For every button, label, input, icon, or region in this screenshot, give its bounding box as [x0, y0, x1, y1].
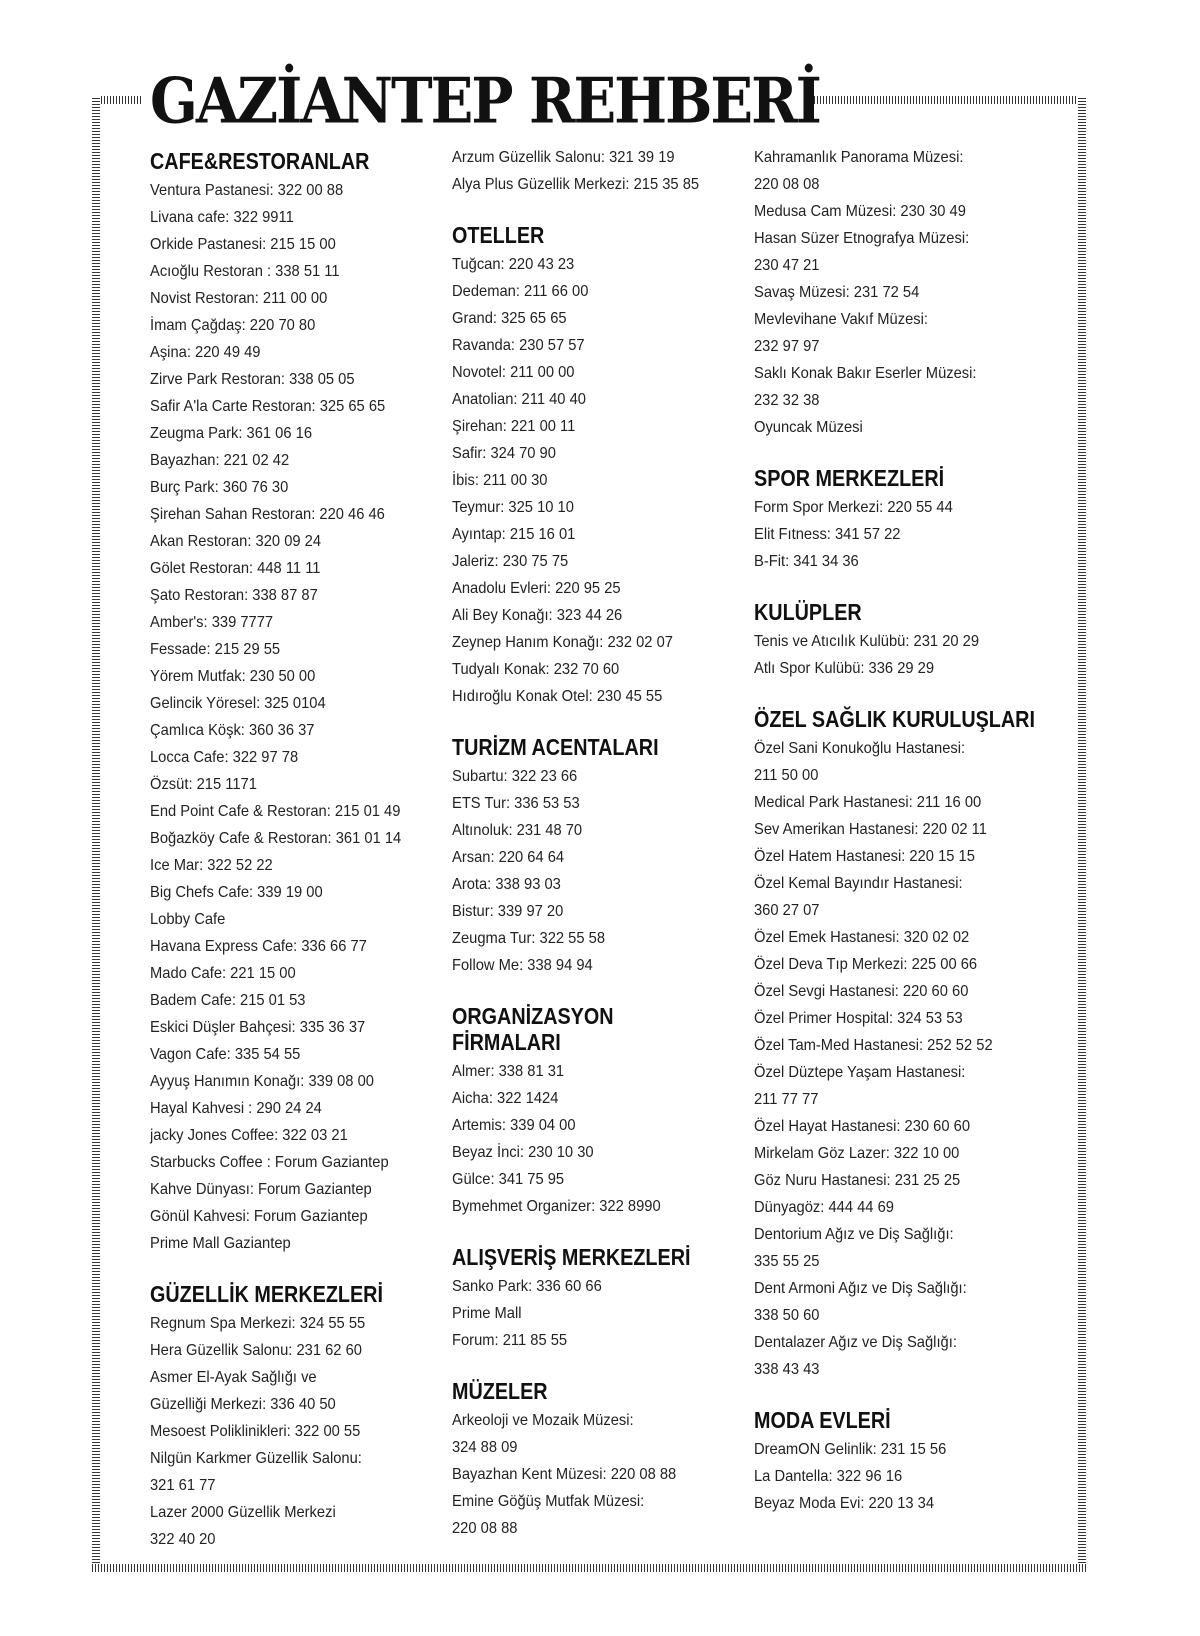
list-item: Şirehan Sahan Restoran: 220 46 46 — [150, 506, 385, 523]
list-item: Livana cafe: 322 9911 — [150, 209, 294, 226]
list-item: Özel Hatem Hastanesi: 220 15 15 — [754, 848, 975, 865]
list-item: 360 27 07 — [754, 902, 820, 919]
list-item: Ventura Pastanesi: 322 00 88 — [150, 182, 344, 199]
list-item: Big Chefs Cafe: 339 19 00 — [150, 884, 323, 901]
section-heading: TURİZM ACENTALARI — [452, 734, 659, 760]
list-item: Vagon Cafe: 335 54 55 — [150, 1046, 301, 1063]
list-item: Sanko Park: 336 60 66 — [452, 1278, 602, 1295]
list-item: Aicha: 322 1424 — [452, 1090, 559, 1107]
list-item: Almer: 338 81 31 — [452, 1063, 565, 1080]
frame-border-left — [92, 96, 100, 1572]
list-item: Gelincik Yöresel: 325 0104 — [150, 695, 326, 712]
list-item: Regnum Spa Merkezi: 324 55 55 — [150, 1315, 366, 1332]
list-item: Bayazhan: 221 02 42 — [150, 452, 290, 469]
list-item: Novotel: 211 00 00 — [452, 364, 575, 381]
list-item: 338 50 60 — [754, 1307, 820, 1324]
list-item: 232 97 97 — [754, 338, 820, 355]
list-item: Amber's: 339 7777 — [150, 614, 274, 631]
list-item: Forum: 211 85 55 — [452, 1332, 568, 1349]
section-heading: CAFE&RESTORANLAR — [150, 148, 370, 174]
list-item: Arkeoloji ve Mozaik Müzesi: — [452, 1412, 634, 1429]
section-moda-evleri — [754, 1407, 1064, 1517]
list-item: B-Fit: 341 34 36 — [754, 553, 859, 570]
section-spor-merkezleri — [754, 465, 1064, 575]
frame-border-top-right — [808, 96, 1086, 104]
list-item: La Dantella: 322 96 16 — [754, 1468, 903, 1485]
section-heading: KULÜPLER — [754, 599, 862, 625]
list-item: Mado Cafe: 221 15 00 — [150, 965, 296, 982]
list-item: DreamON Gelinlik: 231 15 56 — [754, 1441, 947, 1458]
list-item: Fessade: 215 29 55 — [150, 641, 281, 658]
list-item: Özel Sevgi Hastanesi: 220 60 60 — [754, 983, 969, 1000]
list-item: Medical Park Hastanesi: 211 16 00 — [754, 794, 982, 811]
list-item: Dünyagöz: 444 44 69 — [754, 1199, 894, 1216]
frame-border-right — [1078, 96, 1086, 1572]
list-item: Bistur: 339 97 20 — [452, 903, 564, 920]
list-item: Elit Fıtness: 341 57 22 — [754, 526, 901, 543]
list-item: Tenis ve Atıcılık Kulübü: 231 20 29 — [754, 633, 980, 650]
list-item: Özel Düztepe Yaşam Hastanesi: — [754, 1064, 966, 1081]
list-item: Anadolu Evleri: 220 95 25 — [452, 580, 621, 597]
section-heading: GÜZELLİK MERKEZLERİ — [150, 1281, 383, 1307]
section-heading: ALIŞVERİŞ MERKEZLERİ — [452, 1244, 691, 1270]
list-item: Mirkelam Göz Lazer: 322 10 00 — [754, 1145, 960, 1162]
list-item: Boğazköy Cafe & Restoran: 361 01 14 — [150, 830, 402, 847]
section-muzeler-continued — [754, 144, 1064, 441]
list-item: Asmer El-Ayak Sağlığı ve — [150, 1369, 317, 1386]
list-item: Beyaz Moda Evi: 220 13 34 — [754, 1495, 935, 1512]
list-item: Savaş Müzesi: 231 72 54 — [754, 284, 920, 301]
list-item: Orkide Pastanesi: 215 15 00 — [150, 236, 336, 253]
list-item: Lazer 2000 Güzellik Merkezi — [150, 1504, 336, 1521]
list-item: Ravanda: 230 57 57 — [452, 337, 585, 354]
section-turizm-acentalari — [452, 734, 742, 979]
list-item: Güzelliği Merkezi: 336 40 50 — [150, 1396, 336, 1413]
section-ozel-saglik-kuruluslari — [754, 706, 1064, 1383]
list-item: 220 08 08 — [754, 176, 820, 193]
list-item: Mesoest Poliklinikleri: 322 00 55 — [150, 1423, 361, 1440]
list-item: İmam Çağdaş: 220 70 80 — [150, 317, 316, 334]
section-heading: ORGANİZASYON FİRMALARI — [452, 1003, 614, 1055]
list-item: Sev Amerikan Hastanesi: 220 02 11 — [754, 821, 987, 838]
list-item: Özsüt: 215 1171 — [150, 776, 257, 793]
list-item: Zeugma Park: 361 06 16 — [150, 425, 313, 442]
list-item: Akan Restoran: 320 09 24 — [150, 533, 322, 550]
list-item: End Point Cafe & Restoran: 215 01 49 — [150, 803, 401, 820]
list-item: Kahramanlık Panorama Müzesi: — [754, 149, 964, 166]
list-item: Hasan Süzer Etnografya Müzesi: — [754, 230, 970, 247]
list-item: Gölet Restoran: 448 11 11 — [150, 560, 321, 577]
list-item: Bymehmet Organizer: 322 8990 — [452, 1198, 661, 1215]
section-heading: MÜZELER — [452, 1378, 548, 1404]
list-item: Zeugma Tur: 322 55 58 — [452, 930, 606, 947]
list-item: Safir: 324 70 90 — [452, 445, 556, 462]
list-item: 211 50 00 — [754, 767, 819, 784]
list-item: Prime Mall — [452, 1305, 522, 1322]
list-item: Badem Cafe: 215 01 53 — [150, 992, 306, 1009]
list-item: Saklı Konak Bakır Eserler Müzesi: — [754, 365, 977, 382]
list-item: Beyaz İnci: 230 10 30 — [452, 1144, 594, 1161]
list-item: Hera Güzellik Salonu: 231 62 60 — [150, 1342, 362, 1359]
list-item: Bayazhan Kent Müzesi: 220 08 88 — [452, 1466, 677, 1483]
list-item: 322 40 20 — [150, 1531, 216, 1548]
list-item: Özel Primer Hospital: 324 53 53 — [754, 1010, 963, 1027]
list-item: Nilgün Karkmer Güzellik Salonu: — [150, 1450, 362, 1467]
section-muzeler — [452, 1378, 742, 1542]
list-item: Ayıntap: 215 16 01 — [452, 526, 576, 543]
list-item: Follow Me: 338 94 94 — [452, 957, 593, 974]
list-item: Grand: 325 65 65 — [452, 310, 567, 327]
section-heading: SPOR MERKEZLERİ — [754, 465, 945, 491]
list-item: Göz Nuru Hastanesi: 231 25 25 — [754, 1172, 961, 1189]
list-item: 220 08 88 — [452, 1520, 518, 1537]
list-item: 230 47 21 — [754, 257, 820, 274]
list-item: Ice Mar: 322 52 22 — [150, 857, 273, 874]
list-item: Çamlıca Köşk: 360 36 37 — [150, 722, 315, 739]
section-guzellik-continued — [452, 144, 742, 198]
list-item: Mevlevihane Vakıf Müzesi: — [754, 311, 928, 328]
list-item: Özel Emek Hastanesi: 320 02 02 — [754, 929, 970, 946]
list-item: Eskici Düşler Bahçesi: 335 36 37 — [150, 1019, 366, 1036]
list-item: Lobby Cafe — [150, 911, 226, 928]
list-item: Atlı Spor Kulübü: 336 29 29 — [754, 660, 935, 677]
list-item: Hıdıroğlu Konak Otel: 230 45 55 — [452, 688, 663, 705]
list-item: 324 88 09 — [452, 1439, 518, 1456]
list-item: Tudyalı Konak: 232 70 60 — [452, 661, 620, 678]
list-item: Şirehan: 221 00 11 — [452, 418, 576, 435]
list-item: Hayal Kahvesi : 290 24 24 — [150, 1100, 322, 1117]
list-item: 232 32 38 — [754, 392, 820, 409]
section-alisveris-merkezleri — [452, 1244, 742, 1354]
list-item: Arota: 338 93 03 — [452, 876, 561, 893]
list-item: İbis: 211 00 30 — [452, 472, 548, 489]
list-item: Safir A'la Carte Restoran: 325 65 65 — [150, 398, 386, 415]
list-item: jacky Jones Coffee: 322 03 21 — [150, 1127, 348, 1144]
list-item: Altınoluk: 231 48 70 — [452, 822, 583, 839]
list-item: Burç Park: 360 76 30 — [150, 479, 289, 496]
list-item: Zeynep Hanım Konağı: 232 02 07 — [452, 634, 673, 651]
list-item: Yörem Mutfak: 230 50 00 — [150, 668, 316, 685]
list-item: Alya Plus Güzellik Merkezi: 215 35 85 — [452, 176, 700, 193]
list-item: Anatolian: 211 40 40 — [452, 391, 586, 408]
section-cafe-restoranlar — [150, 148, 440, 1257]
list-item: Özel Deva Tıp Merkezi: 225 00 66 — [754, 956, 978, 973]
list-item: Havana Express Cafe: 336 66 77 — [150, 938, 367, 955]
list-item: Aşina: 220 49 49 — [150, 344, 261, 361]
list-item: Form Spor Merkezi: 220 55 44 — [754, 499, 953, 516]
list-item: Novist Restoran: 211 00 00 — [150, 290, 328, 307]
list-item: 211 77 77 — [754, 1091, 819, 1108]
list-item: Arzum Güzellik Salonu: 321 39 19 — [452, 149, 675, 166]
page-title: GAZİANTEP REHBERİ — [150, 64, 820, 139]
list-item: Prime Mall Gaziantep — [150, 1235, 291, 1252]
section-kulupler — [754, 599, 1064, 682]
list-item: Teymur: 325 10 10 — [452, 499, 574, 516]
list-item: Gülce: 341 75 95 — [452, 1171, 565, 1188]
list-item: Emine Göğüş Mutfak Müzesi: — [452, 1493, 645, 1510]
list-item: Özel Sani Konukoğlu Hastanesi: — [754, 740, 966, 757]
section-oteller — [452, 222, 742, 710]
section-organizasyon-firmalari — [452, 1003, 742, 1220]
section-guzellik-merkezleri — [150, 1281, 440, 1553]
column-2 — [452, 148, 742, 1566]
list-item: Starbucks Coffee : Forum Gaziantep — [150, 1154, 389, 1171]
list-item: ETS Tur: 336 53 53 — [452, 795, 580, 812]
list-item: Tuğcan: 220 43 23 — [452, 256, 575, 273]
section-heading: OTELLER — [452, 222, 545, 248]
list-item: Arsan: 220 64 64 — [452, 849, 565, 866]
list-item: Özel Tam-Med Hastanesi: 252 52 52 — [754, 1037, 993, 1054]
list-item: 335 55 25 — [754, 1253, 820, 1270]
column-1 — [150, 148, 440, 1577]
column-3 — [754, 148, 1064, 1541]
list-item: Özel Hayat Hastanesi: 230 60 60 — [754, 1118, 971, 1135]
list-item: Zirve Park Restoran: 338 05 05 — [150, 371, 355, 388]
list-item: Kahve Dünyası: Forum Gaziantep — [150, 1181, 372, 1198]
list-item: Özel Kemal Bayındır Hastanesi: — [754, 875, 963, 892]
list-item: Locca Cafe: 322 97 78 — [150, 749, 299, 766]
list-item: Medusa Cam Müzesi: 230 30 49 — [754, 203, 966, 220]
list-item: Dentalazer Ağız ve Diş Sağlığı: — [754, 1334, 957, 1351]
list-item: Ayyuş Hanımın Konağı: 339 08 00 — [150, 1073, 374, 1090]
list-item: Jaleriz: 230 75 75 — [452, 553, 569, 570]
list-item: Dentorium Ağız ve Diş Sağlığı: — [754, 1226, 954, 1243]
list-item: Ali Bey Konağı: 323 44 26 — [452, 607, 623, 624]
list-item: 321 61 77 — [150, 1477, 216, 1494]
list-item: 338 43 43 — [754, 1361, 820, 1378]
list-item: Dent Armoni Ağız ve Diş Sağlığı: — [754, 1280, 967, 1297]
list-item: Gönül Kahvesi: Forum Gaziantep — [150, 1208, 368, 1225]
list-item: Oyuncak Müzesi — [754, 419, 863, 436]
list-item: Subartu: 322 23 66 — [452, 768, 578, 785]
list-item: Şato Restoran: 338 87 87 — [150, 587, 318, 604]
list-item: Acıoğlu Restoran : 338 51 11 — [150, 263, 340, 280]
section-heading: MODA EVLERİ — [754, 1407, 891, 1433]
list-item: Artemis: 339 04 00 — [452, 1117, 576, 1134]
list-item: Dedeman: 211 66 00 — [452, 283, 589, 300]
section-heading: ÖZEL SAĞLIK KURULUŞLARI — [754, 706, 1035, 732]
